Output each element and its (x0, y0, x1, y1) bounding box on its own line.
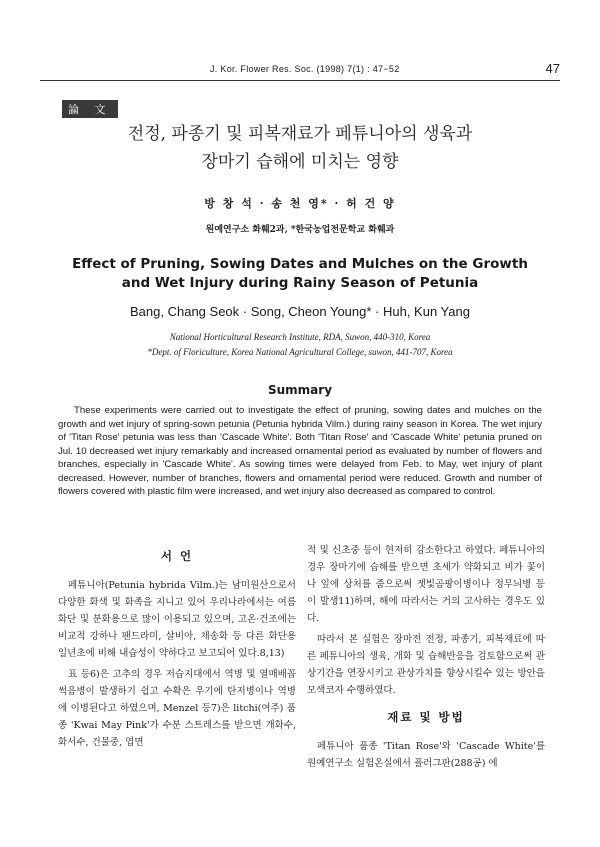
korean-affiliation: 원예연구소 화훼2과, *한국농업전문학교 화훼과 (205, 225, 395, 235)
left-column (58, 540, 296, 755)
right-paragraph-1: 적 및 신초중 등이 현저히 감소한다고 하였다. 페튜니아의 경우 장마기에 습해를 받으면 초세가 약화되고 비가 꽃이나 잎에 상처를 줌으로써 잿빛곰팡이병이나 정무늬병 등이 발생11)하며, 해에 따라서는 거의 고사하는 경우도 있다. (307, 545, 545, 624)
summary-text: These experiments were carried out to investigate the effect of pruning, sowing dates and mulches on the growth and wet injury of spring-sown petunia (Petunia hybrida Vilm.) during rainy season in Korea. The wet injury of 'Titan Rose' petunia was less than 'Cascade White'. Both 'Titan Rose' and 'Cascade White' petunia pruned on Jul. 10 decreased wet injury remarkably and increased ornamental period as evaluated by number of flowers and branches, especially in 'Cascade White'. As sowing times were delayed from Feb. to May, wet injury of plant decreased. However, number of branches, flowers and ornamental period were reduced. Growth and number of flowers covered with plastic film were increased, and wet injury also decreased as compared to control. (58, 405, 542, 497)
right-column (307, 542, 545, 776)
right-paragraph-2: 따라서 본 실험은 장마전 전정, 파종기, 피복재료에 따른 페튜니아의 생육, 개화 및 습해반응을 검토함으로써 관상기간을 연장시키고 관상가치를 향상시킬수 있는 방안을 모색코자 수행하였다. (307, 634, 545, 696)
english-title-line2: and Wet Injury during Rainy Season of Petunia (121, 275, 479, 291)
english-affiliation-1: National Horticultural Research Institute, RDA, Suwon, 440-310, Korea (169, 332, 431, 342)
intro-paragraph-2: 표 등6)은 고추의 경우 저습지대에서 역병 및 열매배꼽썩음병이 발생하기 쉽고 수확은 우기에 탄저병이나 역병에 이병된다고 하였으며, Menzel 등7)은 litchi(여주) 품종 'Kwai May Pink'가 수분 스트레스를 받으면 개화수, 화서수, 건물중, 엽면 (58, 669, 296, 748)
english-title (0, 255, 600, 293)
english-authors: Bang, Chang Seok · Song, Cheon Young* · Huh, Kun Yang (130, 304, 470, 319)
intro-paragraph-1: 페튜니아(Petunia hybrida Vilm.)는 남미원산으로서 다양한 화색 및 화족을 지니고 있어 우리나라에서는 여름화단 및 분화용으로 많이 이용되고 있으며, 고온·건조에는 비교적 강하나 팬드라미, 살비아, 채송화 등 다른 화단용 일년초에 비해 내습성이 약하다고 보고되어 있다.8,13) (58, 580, 296, 659)
running-header (40, 61, 560, 81)
summary-heading: Summary (267, 383, 333, 397)
english-affiliations (0, 330, 600, 360)
journal-citation: J. Kor. Flower Res. Soc. (1998) 7(1) : 47−52 (210, 64, 400, 74)
korean-title (0, 120, 600, 176)
english-affiliation-2: *Dept. of Floriculture, Korea National Agricultural College, suwon, 441-707, Korea (147, 347, 453, 357)
intro-heading: 서 언 (160, 549, 194, 563)
korean-title-line1: 전정, 파종기 및 피복재료가 페튜니아의 생육과 (127, 124, 473, 144)
article-type-tag: 論 文 (62, 100, 118, 118)
korean-authors: 방 창 석 · 송 천 영* · 허 건 양 (204, 197, 396, 210)
methods-heading: 재료 및 방법 (387, 710, 465, 724)
korean-title-line2: 장마기 습해에 미치는 영향 (201, 152, 399, 172)
english-title-line1: Effect of Pruning, Sowing Dates and Mulches on the Growth (72, 256, 528, 272)
methods-paragraph-1: 페튜니아 품종 'Titan Rose'와 'Cascade White'를 원예연구소 실험온실에서 플러그판(288공) 에 (307, 741, 545, 769)
page-number: 47 (545, 61, 560, 76)
